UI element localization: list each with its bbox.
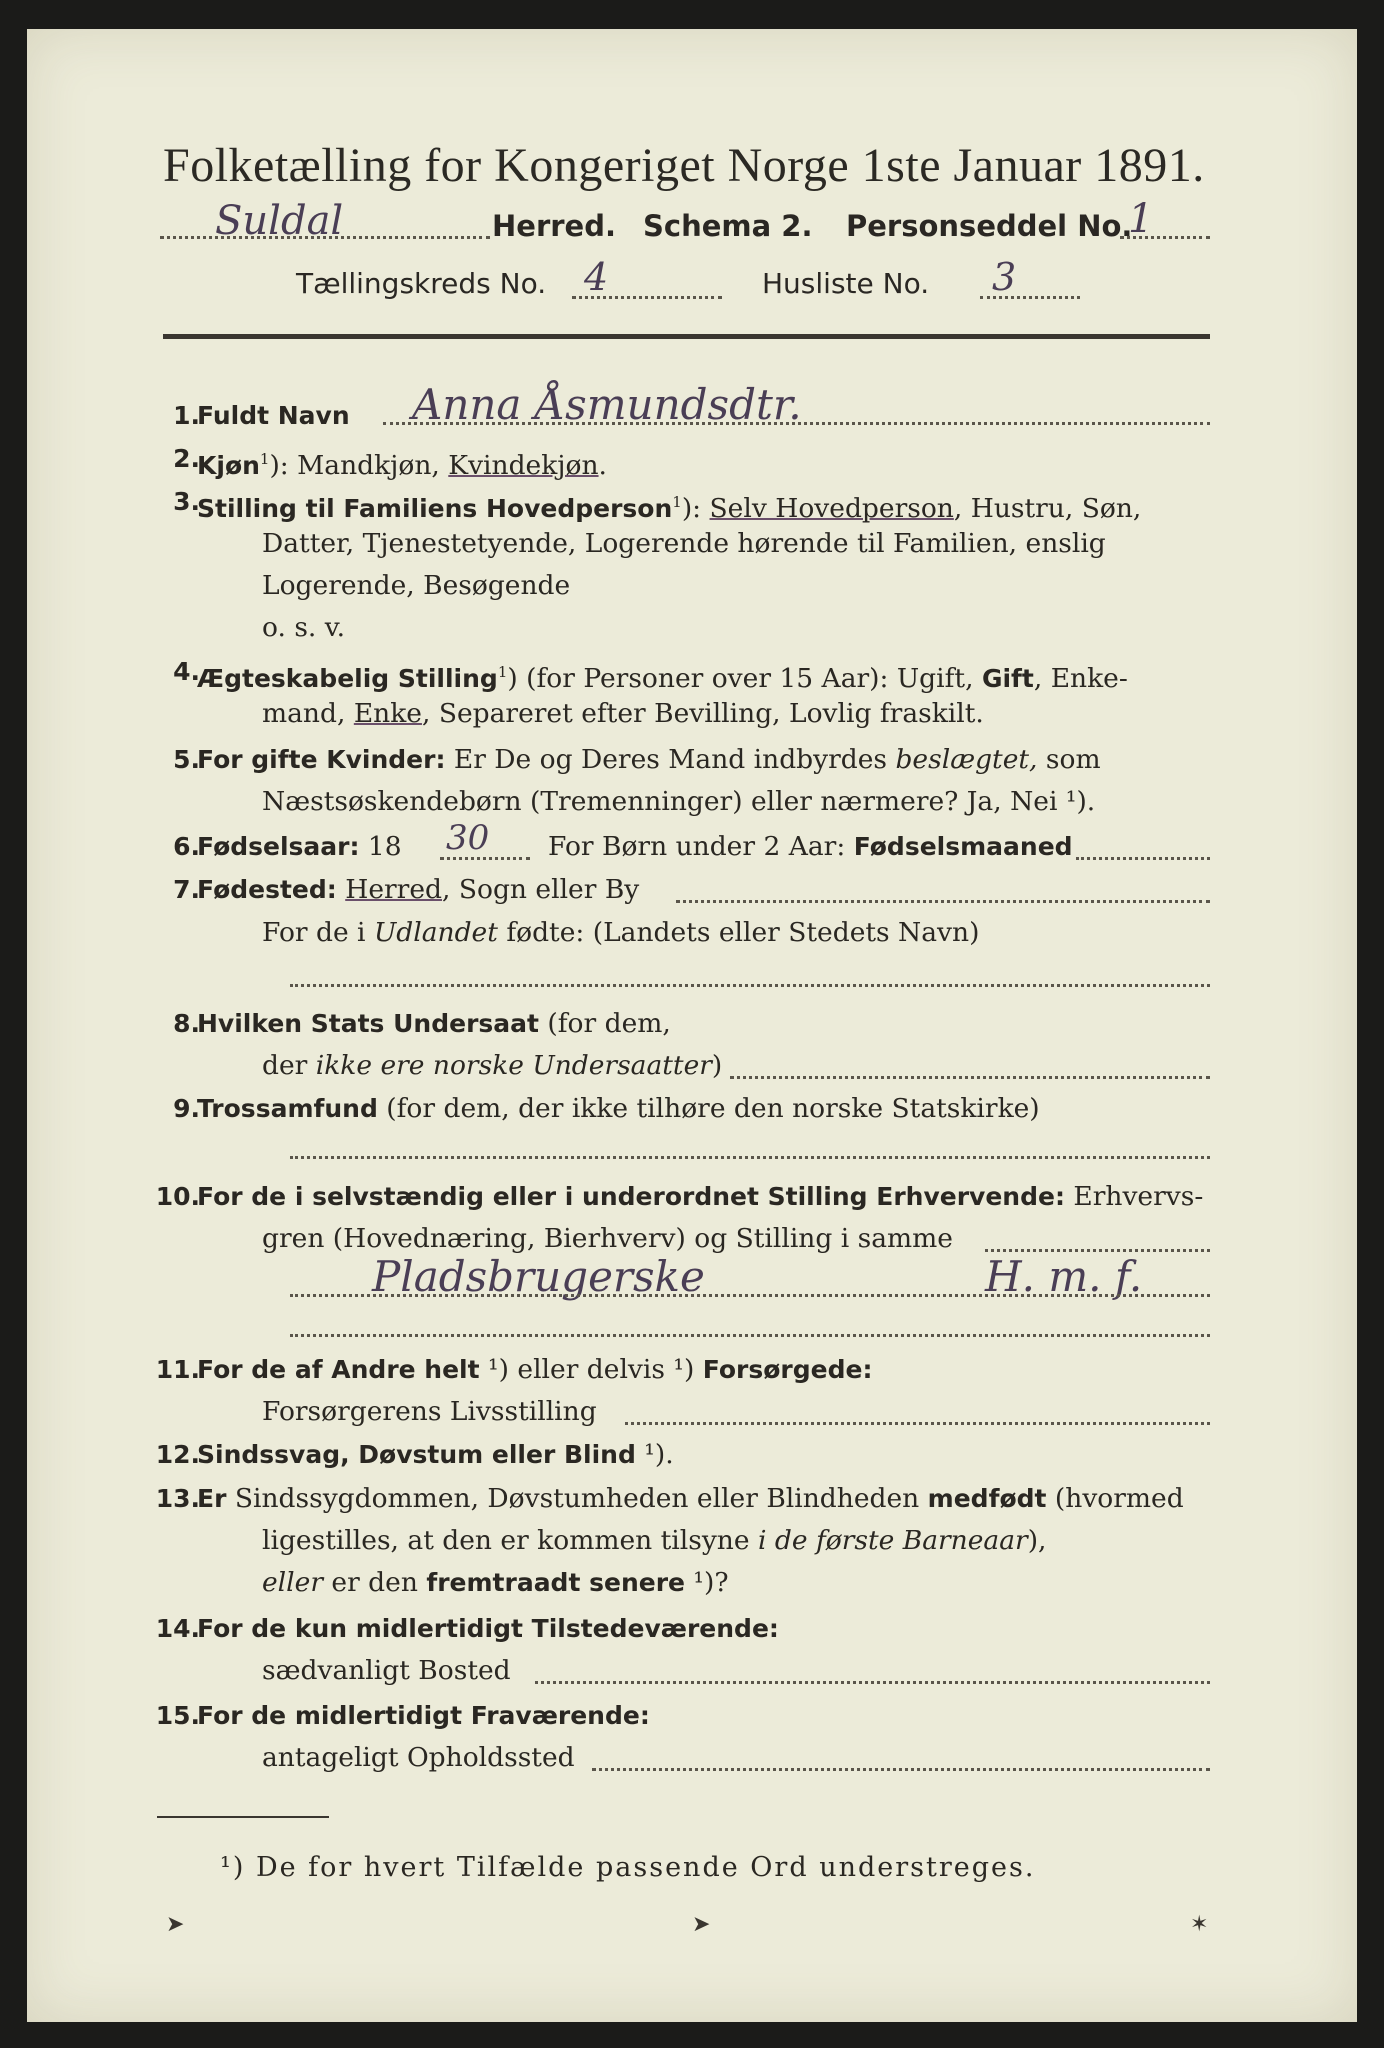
footnote-rule — [157, 1816, 329, 1818]
kreds-value: 4 — [584, 255, 609, 299]
occupation-status-value: H. m. f. — [985, 1252, 1143, 1301]
birth-year-value: 30 — [446, 818, 490, 858]
registration-mark-left: ➤ — [166, 1912, 185, 1937]
schema-label: Schema 2. — [643, 209, 813, 243]
item-6-under2: For Børn under 2 Aar: Fødselsmaaned — [548, 831, 1073, 862]
husliste-label: Husliste No. — [762, 267, 930, 300]
item-13-line2: ligestilles, at den er kommen tilsyne i de første Barneaar), — [262, 1525, 1047, 1556]
name-value: Anna Åsmundsdtr. — [412, 380, 802, 429]
herred-value: Suldal — [215, 198, 344, 244]
item-14-line2: sædvanligt Bosted — [262, 1655, 511, 1686]
occupation-value: Pladsbrugerske — [372, 1252, 705, 1301]
herred-label: Herred. — [492, 209, 616, 243]
item-10-line2: gren (Hovednæring, Bierhverv) og Stilling i samme — [262, 1223, 953, 1254]
item-3-line2: Datter, Tjenestetyende, Logerende hørende til Familien, enslig — [262, 528, 1106, 559]
item-4-line2: mand, Enke, Separeret efter Bevilling, Lovlig fraskilt. — [262, 698, 984, 729]
item-13-line3: eller er den fremtraadt senere ¹)? — [262, 1567, 729, 1598]
item-7-line2: For de i Udlandet fødte: (Landets eller Stedets Navn) — [262, 917, 980, 948]
personseddel-label: Personseddel No. — [846, 209, 1133, 243]
item-5-line2: Næstsøskendebørn (Tremenninger) eller nærmere? Ja, Nei ¹). — [262, 786, 1096, 817]
item-3-line4: o. s. v. — [262, 612, 346, 643]
header-divider — [163, 334, 1210, 339]
form-title: Folketælling for Kongeriget Norge 1ste Januar 1891. — [163, 139, 1205, 192]
personseddel-value: 1 — [1128, 196, 1154, 242]
registration-mark-center: ➤ — [692, 1912, 711, 1937]
item-15-line2: antageligt Opholdssted — [262, 1742, 575, 1773]
registration-mark-right: ✶ — [1190, 1912, 1209, 1937]
footnote: ¹) De for hvert Tilfælde passende Ord understreges. — [220, 1852, 1036, 1883]
item-8-line2: der ikke ere norske Undersaatter) — [262, 1050, 723, 1081]
husliste-value: 3 — [992, 255, 1017, 299]
item-3-line3: Logerende, Besøgende — [262, 570, 571, 601]
item-11-line2: Forsørgerens Livsstilling — [262, 1396, 597, 1427]
kreds-label: Tællingskreds No. — [296, 267, 547, 300]
